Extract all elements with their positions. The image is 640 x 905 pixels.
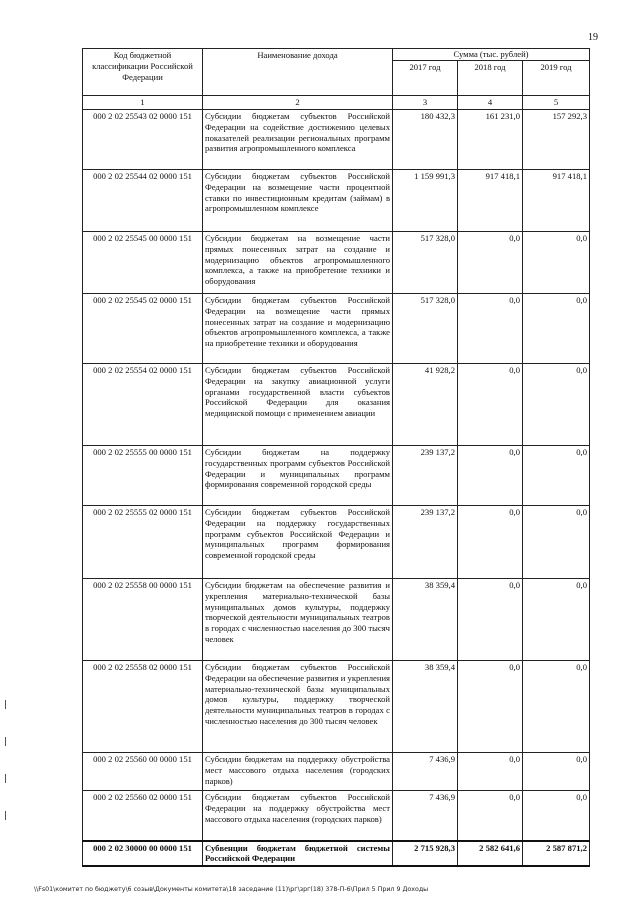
budget-code: 000 2 02 25560 00 0000 151 [83, 753, 203, 791]
amount-2017: 517 328,0 [393, 294, 458, 364]
column-number-row [83, 96, 590, 110]
budget-code: 000 2 02 25544 02 0000 151 [83, 170, 203, 232]
table-header-row [83, 49, 590, 61]
amount-2019: 2 587 871,2 [523, 841, 590, 867]
file-path-footer: \\Fs01\комитет по бюджету\6 созыв\Документы комитета\18 заседание (11)\рг\зрг(18) 378-П-6\Прил 5 Прил 9 Доходы [34, 886, 429, 893]
amount-2019: 0,0 [523, 446, 590, 506]
column-number: 5 [523, 96, 590, 110]
amount-2019: 0,0 [523, 579, 590, 661]
table-row [83, 170, 590, 232]
amount-2017: 38 359,4 [393, 579, 458, 661]
revenue-table [82, 48, 590, 867]
amount-2019: 0,0 [523, 506, 590, 579]
table-row [83, 446, 590, 506]
amount-2019: 0,0 [523, 294, 590, 364]
table-row [83, 294, 590, 364]
amount-2019: 0,0 [523, 232, 590, 294]
amount-2018: 0,0 [458, 506, 523, 579]
revenue-name: Субсидии бюджетам на поддержку государственных программ субъектов Российской Федерации и муниципальных программ формирования современной городской среды [203, 446, 393, 506]
header-year-2019: 2019 год [523, 60, 590, 95]
margin-marks [5, 700, 6, 848]
total-row [83, 841, 590, 867]
budget-code: 000 2 02 25560 02 0000 151 [83, 791, 203, 841]
revenue-name: Субсидии бюджетам на возмещение части прямых понесенных затрат на создание и модернизацию объектов агропромышленного комплекса, а также на приобретение техники и оборудования [203, 232, 393, 294]
amount-2017: 517 328,0 [393, 232, 458, 294]
column-number: 1 [83, 96, 203, 110]
amount-2017: 38 359,4 [393, 661, 458, 753]
table-row [83, 753, 590, 791]
amount-2018: 0,0 [458, 579, 523, 661]
budget-code: 000 2 02 25558 02 0000 151 [83, 661, 203, 753]
revenue-name: Субсидии бюджетам субъектов Российской Федерации на поддержку государственных программ субъектов Российской Федерации и муниципальных программ формирования современной городской среды [203, 506, 393, 579]
amount-2018: 0,0 [458, 364, 523, 446]
amount-2019: 0,0 [523, 753, 590, 791]
revenue-name: Субсидии бюджетам на поддержку обустройства мест массового отдыха населения (городских парков) [203, 753, 393, 791]
column-number: 2 [203, 96, 393, 110]
amount-2018: 917 418,1 [458, 170, 523, 232]
amount-2017: 239 137,2 [393, 506, 458, 579]
budget-code: 000 2 02 25543 02 0000 151 [83, 110, 203, 170]
table-row [83, 791, 590, 841]
amount-2017: 7 436,9 [393, 791, 458, 841]
amount-2019: 0,0 [523, 791, 590, 841]
table-row [83, 110, 590, 170]
budget-code: 000 2 02 25545 02 0000 151 [83, 294, 203, 364]
amount-2017: 7 436,9 [393, 753, 458, 791]
revenue-name: Субсидии бюджетам субъектов Российской Федерации на обеспечение развития и укрепления материально-технической базы муниципальных домов культуры, поддержку творческой деятельности муниципальных театров в городах с численностью населения до 300 тысяч человек [203, 661, 393, 753]
amount-2018: 0,0 [458, 294, 523, 364]
revenue-name: Субсидии бюджетам субъектов Российской Федерации на возмещение части прямых понесенных затрат на создание и модернизацию объектов агропромышленного комплекса, а также на приобретение техники и оборудования [203, 294, 393, 364]
table-row [83, 232, 590, 294]
header-name-column: Наименование дохода [203, 49, 393, 96]
table-row [83, 579, 590, 661]
revenue-name: Субсидии бюджетам на обеспечение развития и укрепления материально-технической базы муниципальных домов культуры, поддержку творческой деятельности муниципальных театров в городах с численностью населения до 300 тысяч человек [203, 579, 393, 661]
header-code-column: Код бюджетной классификации Российской Федерации [83, 49, 203, 96]
budget-code: 000 2 02 25555 00 0000 151 [83, 446, 203, 506]
amount-2018: 0,0 [458, 232, 523, 294]
budget-code: 000 2 02 25554 02 0000 151 [83, 364, 203, 446]
revenue-name: Субсидии бюджетам субъектов Российской Федерации на поддержку обустройства мест массового отдыха населения (городских парков) [203, 791, 393, 841]
amount-2017: 1 159 991,3 [393, 170, 458, 232]
revenue-name: Субвенции бюджетам бюджетной системы Российской Федерации [203, 841, 393, 867]
budget-code: 000 2 02 25545 00 0000 151 [83, 232, 203, 294]
table-row [83, 506, 590, 579]
revenue-name: Субсидии бюджетам субъектов Российской Федерации на закупку авиационной услуги органами государственной власти субъектов Российской Федерации для оказания медицинской помощи с применением авиации [203, 364, 393, 446]
amount-2017: 41 928,2 [393, 364, 458, 446]
amount-2018: 0,0 [458, 446, 523, 506]
column-number: 3 [393, 96, 458, 110]
revenue-name: Субсидии бюджетам субъектов Российской Федерации на возмещение части процентной ставки по инвестиционным кредитам (займам) в агропромышленном комплексе [203, 170, 393, 232]
amount-2018: 0,0 [458, 791, 523, 841]
budget-code: 000 2 02 30000 00 0000 151 [83, 841, 203, 867]
amount-2017: 180 432,3 [393, 110, 458, 170]
amount-2018: 2 582 641,6 [458, 841, 523, 867]
amount-2017: 239 137,2 [393, 446, 458, 506]
budget-code: 000 2 02 25558 00 0000 151 [83, 579, 203, 661]
amount-2018: 0,0 [458, 661, 523, 753]
column-number: 4 [458, 96, 523, 110]
budget-code: 000 2 02 25555 02 0000 151 [83, 506, 203, 579]
amount-2018: 161 231,0 [458, 110, 523, 170]
amount-2019: 0,0 [523, 661, 590, 753]
amount-2017: 2 715 928,3 [393, 841, 458, 867]
amount-2018: 0,0 [458, 753, 523, 791]
header-year-2017: 2017 год [393, 60, 458, 95]
amount-2019: 917 418,1 [523, 170, 590, 232]
page-number: 19 [588, 32, 598, 43]
amount-2019: 157 292,3 [523, 110, 590, 170]
header-sum-group: Сумма (тыс. рублей) [393, 49, 590, 61]
table-row [83, 661, 590, 753]
amount-2019: 0,0 [523, 364, 590, 446]
header-year-2018: 2018 год [458, 60, 523, 95]
table-row [83, 364, 590, 446]
revenue-name: Субсидии бюджетам субъектов Российской Федерации на содействие достижению целевых показателей реализации региональных программ развития агропромышленного комплекса [203, 110, 393, 170]
